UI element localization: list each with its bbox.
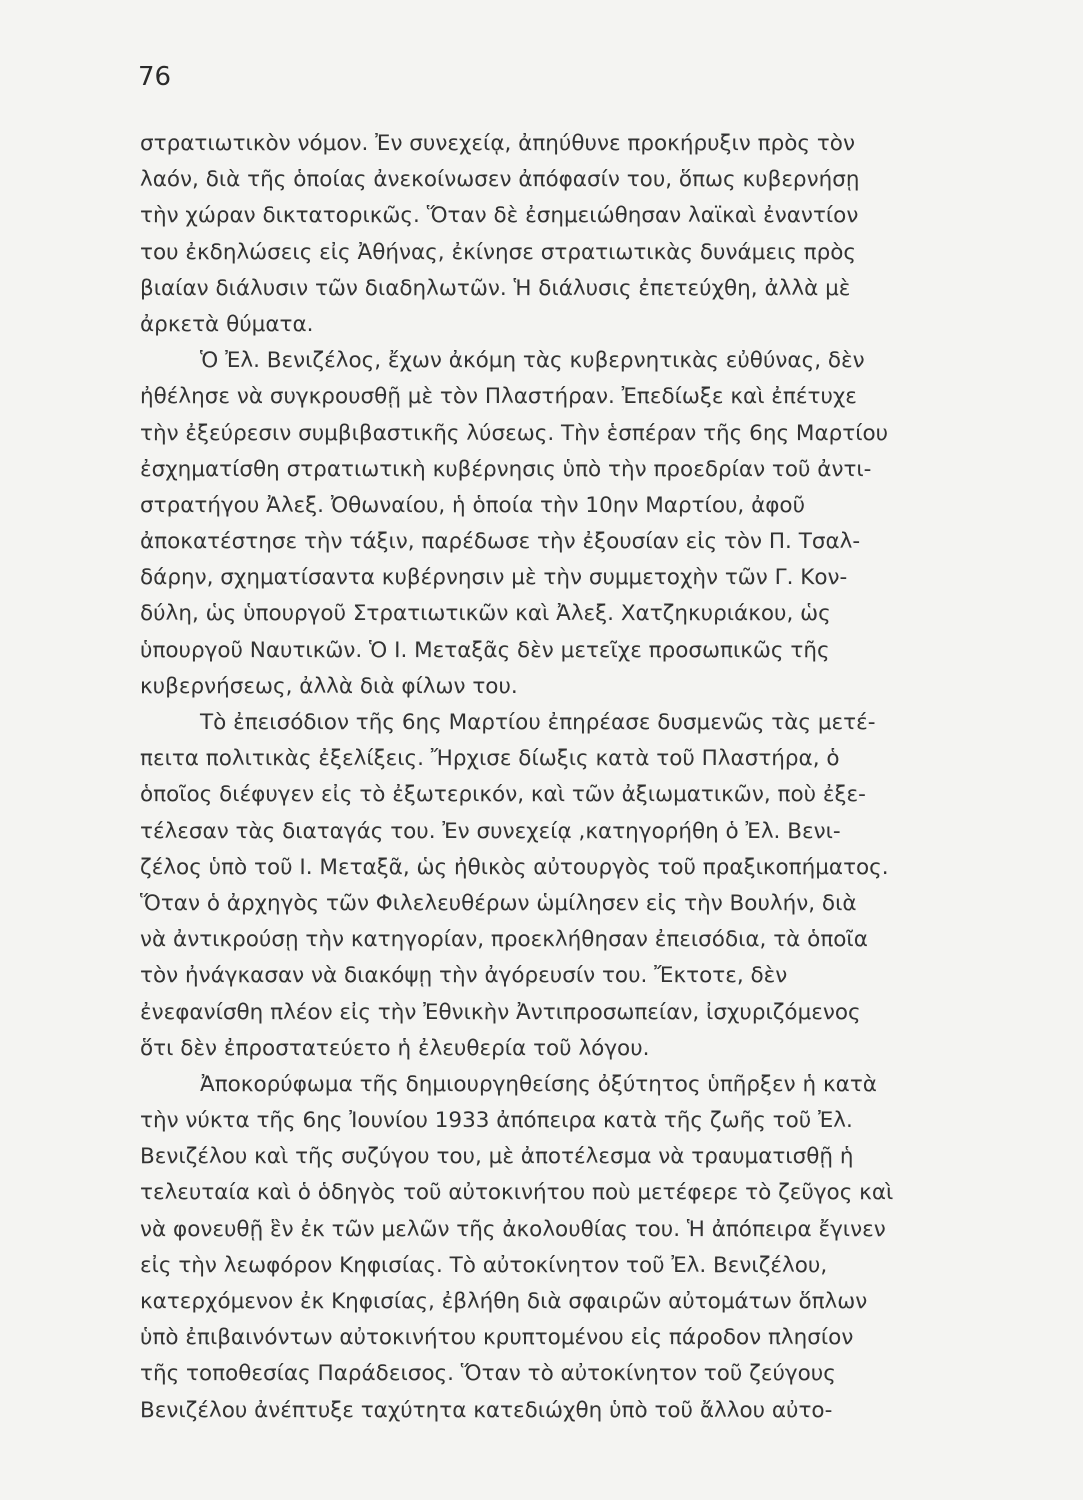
text-line: ἐσχηματίσθη στρατιωτικὴ κυβέρνησις ὑπὸ τὴν προεδρίαν τοῦ ἀντι- <box>140 456 872 482</box>
text-line: βιαίαν διάλυσιν τῶν διαδηλωτῶν. Ἡ διάλυσις ἐπετεύχθη, ἀλλὰ μὲ <box>140 275 851 301</box>
text-line: κυβερνήσεως, ἀλλὰ διὰ φίλων του. <box>140 673 518 699</box>
text-line: τὴν νύκτα τῆς 6ης Ἰουνίου 1933 ἀπόπειρα κατὰ τῆς ζωῆς τοῦ Ἐλ. <box>140 1108 853 1134</box>
text-line: νὰ ἀντικρούσῃ τὴν κατηγορίαν, προεκλήθησαν ἐπεισόδια, τὰ ὁποῖα <box>140 927 868 953</box>
text-line: λαόν, διὰ τῆς ὁποίας ἀνεκοίνωσεν ἀπόφασίν του, ὅπως κυβερνήσῃ <box>140 167 860 193</box>
text-line: ὅτι δὲν ἐπροστατεύετο ἡ ἐλευθερία τοῦ λόγου. <box>140 1035 650 1061</box>
text-line: εἰς τὴν λεωφόρον Κηφισίας. Τὸ αὐτοκίνητον τοῦ Ἐλ. Βενιζέλου, <box>140 1252 828 1278</box>
text-line: τὴν ἐξεύρεσιν συμβιβαστικῆς λύσεως. Τὴν ἑσπέραν τῆς 6ης Μαρτίου <box>140 420 889 446</box>
text-line: Ἀποκορύφωμα τῆς δημιουργηθείσης ὀξύτητος ὑπῆρξεν ἡ κατὰ <box>200 1071 877 1097</box>
text-line: ἀποκατέστησε τὴν τάξιν, παρέδωσε τὴν ἐξουσίαν εἰς τὸν Π. Τσαλ- <box>140 529 861 555</box>
page-number: 76 <box>138 62 172 92</box>
text-line: ζέλος ὑπὸ τοῦ Ι. Μεταξᾶ, ὡς ἠθικὸς αὐτουργὸς τοῦ πραξικοπήματος. <box>140 854 889 880</box>
text-line: Βενιζέλου καὶ τῆς συζύγου του, μὲ ἀποτέλεσμα νὰ τραυματισθῇ ἡ <box>140 1144 854 1170</box>
text-line: Βενιζέλου ἀνέπτυξε ταχύτητα κατεδιώχθη ὑπὸ τοῦ ἄλλου αὐτο- <box>140 1397 833 1423</box>
text-line: ὑπουργοῦ Ναυτικῶν. Ὁ Ι. Μεταξᾶς δὲν μετεῖχε προσωπικῶς τῆς <box>140 637 830 663</box>
text-line: του ἐκδηλώσεις εἰς Ἀθήνας, ἐκίνησε στρατιωτικὰς δυνάμεις πρὸς <box>140 239 857 265</box>
text-line: τέλεσαν τὰς διαταγάς του. Ἐν συνεχείᾳ ,κατηγορήθη ὁ Ἐλ. Βενι- <box>140 818 841 844</box>
text-line: ἀρκετὰ θύματα. <box>140 311 314 337</box>
text-line: τὴν χώραν δικτατορικῶς. Ὅταν δὲ ἐσημειώθησαν λαϊκαὶ ἐναντίον <box>140 203 859 229</box>
text-line: στρατιωτικὸν νόμον. Ἐν συνεχείᾳ, ἀπηύθυνε προκήρυξιν πρὸς τὸν <box>140 131 855 156</box>
text-line: κατερχόμενον ἐκ Κηφισίας, ἐβλήθη διὰ σφαιρῶν αὐτομάτων ὅπλων <box>140 1289 868 1314</box>
text-line: τελευταία καὶ ὁ ὁδηγὸς τοῦ αὐτοκινήτου ποὺ μετέφερε τὸ ζεῦγος καὶ <box>140 1180 894 1206</box>
text-line: ὁποῖος διέφυγεν εἰς τὸ ἐξωτερικόν, καὶ τῶν ἀξιωματικῶν, ποὺ ἐξε- <box>140 782 866 808</box>
text-line: ὑπὸ ἐπιβαινόντων αὐτοκινήτου κρυπτομένου εἰς πάροδον πλησίον <box>140 1325 854 1351</box>
text-line: νὰ φονευθῇ ἓν ἐκ τῶν μελῶν τῆς ἀκολουθίας του. Ἡ ἀπόπειρα ἔγινεν <box>140 1216 886 1242</box>
body-text <box>140 126 982 1429</box>
text-line: τῆς τοποθεσίας Παράδεισος. Ὅταν τὸ αὐτοκίνητον τοῦ ζεύγους <box>140 1361 836 1387</box>
text-line: Ὁ Ἐλ. Βενιζέλος, ἔχων ἀκόμη τὰς κυβερνητικὰς εὐθύνας, δὲν <box>200 348 865 374</box>
text-line: πειτα πολιτικὰς ἐξελίξεις. Ἤρχισε δίωξις κατὰ τοῦ Πλαστήρα, ὁ <box>140 746 840 772</box>
text-line: ἠθέλησε νὰ συγκρουσθῇ μὲ τὸν Πλαστήραν. Ἐπεδίωξε καὶ ἐπέτυχε <box>140 384 857 410</box>
text-line: δάρην, σχηματίσαντα κυβέρνησιν μὲ τὴν συμμετοχὴν τῶν Γ. Κον- <box>140 565 848 591</box>
text-line: Ὅταν ὁ ἀρχηγὸς τῶν Φιλελευθέρων ὡμίλησεν εἰς τὴν Βουλήν, διὰ <box>140 890 857 916</box>
text-line: ἐνεφανίσθη πλέον εἰς τὴν Ἐθνικὴν Ἀντιπροσωπείαν, ἰσχυριζόμενος <box>140 999 861 1025</box>
text-line: Τὸ ἐπεισόδιον τῆς 6ης Μαρτίου ἐπηρέασε δυσμενῶς τὰς μετέ- <box>200 710 876 735</box>
text-line: στρατήγου Ἀλεξ. Ὀθωναίου, ἡ ὁποία τὴν 10ην Μαρτίου, ἀφοῦ <box>140 492 806 518</box>
text-line: τὸν ἠνάγκασαν νὰ διακόψῃ τὴν ἀγόρευσίν του. Ἔκτοτε, δὲν <box>140 963 788 989</box>
text-line: δύλη, ὡς ὑπουργοῦ Στρατιωτικῶν καὶ Ἀλεξ. Χατζηκυριάκου, ὡς <box>140 601 831 627</box>
